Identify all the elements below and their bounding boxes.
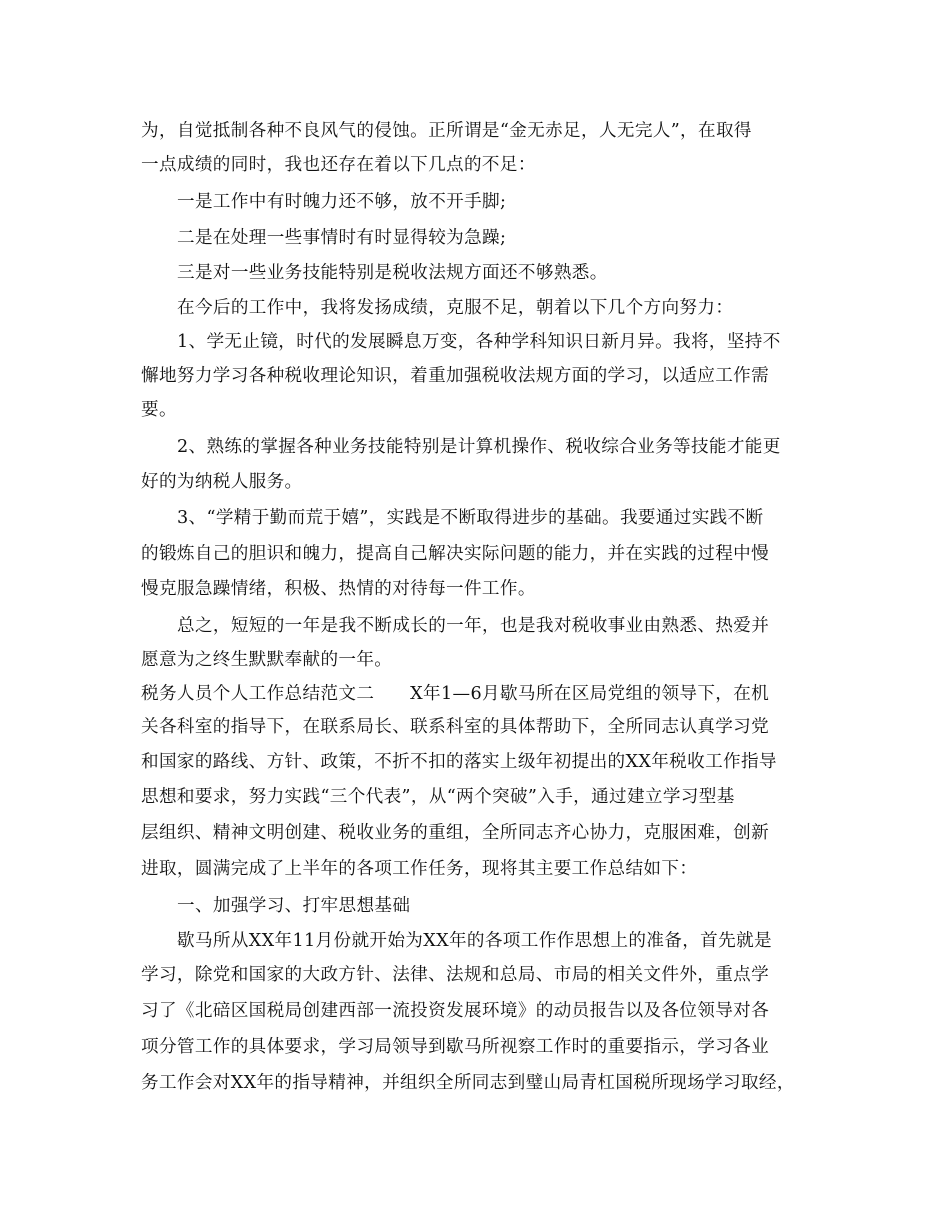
section-title-line: 税务人员个人工作总结范文二 X年1—6月歇马所在区局党组的领导下，在机 — [141, 684, 770, 704]
paragraph-line: 在今后的工作中，我将发扬成绩，克服不足，朝着以下几个方向努力： — [177, 298, 734, 318]
text-line: 层组织、精神文明创建、税收业务的重组，全所同志齐心协力，克服困难，创新 — [141, 823, 770, 843]
list-item-line: 二是在处理一些事情时有时显得较为急躁; — [177, 228, 507, 248]
text-line: 为，自觉抵制各种不良风气的侵蚀。正所谓是“金无赤足，人无完人”，在取得 — [141, 121, 752, 141]
text-line: 进取，圆满完成了上半年的各项工作任务，现将其主要工作总结如下： — [141, 859, 698, 879]
paragraph-line: 2、熟练的掌握各种业务技能特别是计算机操作、税收综合业务等技能才能更 — [177, 437, 781, 457]
text-line: 一点成绩的同时，我也还存在着以下几点的不足： — [141, 155, 536, 175]
text-line: 慢克服急躁情绪，积极、热情的对待每一件工作。 — [141, 579, 536, 599]
paragraph-line: 总之，短短的一年是我不断成长的一年，也是我对税收事业由熟悉、热爱并 — [177, 616, 770, 636]
text-line: 懈地努力学习各种税收理论知识，着重加强税收法规方面的学习，以适应工作需 — [141, 366, 770, 386]
text-line: 关各科室的指导下，在联系局长、联系科室的具体帮助下，全所同志认真学习党 — [141, 717, 770, 737]
text-line: 和国家的路线、方针、政策，不折不扣的落实上级年初提出的XX年税收工作指导 — [141, 752, 777, 772]
paragraph-line: 1、学无止镜，时代的发展瞬息万变，各种学科知识日新月异。我将，坚持不 — [177, 332, 781, 352]
text-line: 项分管工作的具体要求，学习局领导到歇马所视察工作时的重要指示，学习各业 — [141, 1037, 770, 1057]
text-line: 思想和要求，努力实践“三个代表”，从“两个突破”入手，通过建立学习型基 — [141, 787, 735, 807]
text-line: 好的为纳税人服务。 — [141, 472, 303, 492]
text-line: 务工作会对XX年的指导精神，并组织全所同志到璧山局青杠国税所现场学习取经， — [141, 1073, 795, 1093]
heading-line: 一、加强学习、打牢思想基础 — [177, 896, 411, 916]
text-line: 愿意为之终生默默奉献的一年。 — [141, 650, 393, 670]
list-item-line: 三是对一些业务技能特别是税收法规方面还不够熟悉。 — [177, 263, 608, 283]
text-line: 学习，除党和国家的大政方针、法律、法规和总局、市局的相关文件外，重点学 — [141, 965, 770, 985]
paragraph-line: 3、“学精于勤而荒于嬉”，实践是不断取得进步的基础。我要通过实践不断 — [177, 508, 764, 528]
text-line: 要。 — [141, 400, 177, 420]
text-line: 的锻炼自己的胆识和魄力，提高自己解决实际问题的能力，并在实践的过程中慢 — [141, 544, 770, 564]
paragraph-line: 歇马所从XX年11月份就开始为XX年的各项工作作思想上的准备，首先就是 — [177, 931, 772, 951]
list-item-line: 一是工作中有时魄力还不够，放不开手脚; — [177, 192, 507, 212]
text-line: 习了《北碚区国税局创建西部一流投资发展环境》的动员报告以及各位领导对各 — [141, 1001, 770, 1021]
